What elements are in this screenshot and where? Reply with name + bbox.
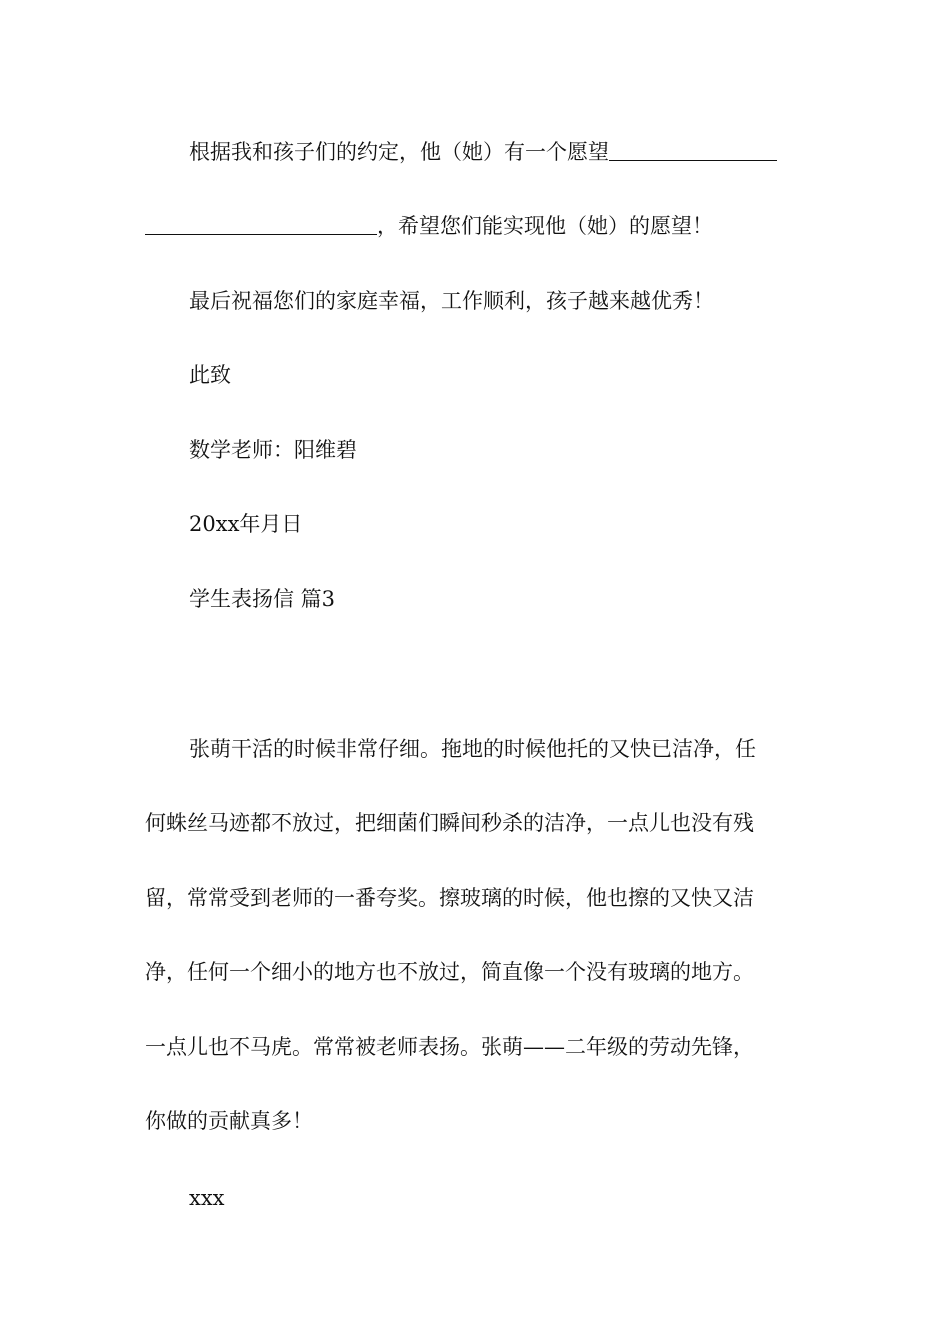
fill-in-blank-2	[145, 214, 377, 235]
fill-in-blank-1	[609, 140, 777, 161]
praise-line-4: 净，任何一个细小的地方也不放过，简直像一个没有玻璃的地方。	[145, 960, 754, 984]
praise-line-2: 何蛛丝马迹都不放过，把细菌们瞬间秒杀的洁净，一点儿也没有残	[145, 811, 754, 835]
wish-line-1	[189, 137, 854, 167]
praise-line-5: 一点儿也不马虎。常常被老师表扬。张萌——二年级的劳动先锋，	[145, 1035, 754, 1059]
date-line: 20xx年月日	[189, 512, 303, 536]
author-line: xxx	[189, 1186, 225, 1210]
blessing-line: 最后祝福您们的家庭幸福，工作顺利，孩子越来越优秀！	[189, 289, 714, 313]
praise-line-3: 留，常常受到老师的一番夸奖。擦玻璃的时候，他也擦的又快又洁	[145, 886, 754, 910]
wish-text-1: 根据我和孩子们的约定，他（她）有一个愿望	[189, 140, 609, 164]
closing-line: 此致	[189, 363, 231, 387]
signature-line: 数学老师：阳维碧	[189, 438, 357, 462]
wish-line-2	[145, 211, 810, 241]
wish-text-2: ，希望您们能实现他（她）的愿望！	[377, 214, 713, 238]
section-heading: 学生表扬信 篇3	[189, 587, 336, 611]
praise-line-6: 你做的贡献真多！	[145, 1109, 313, 1133]
praise-line-1: 张萌干活的时候非常仔细。拖地的时候他托的又快已洁净，任	[189, 737, 756, 761]
